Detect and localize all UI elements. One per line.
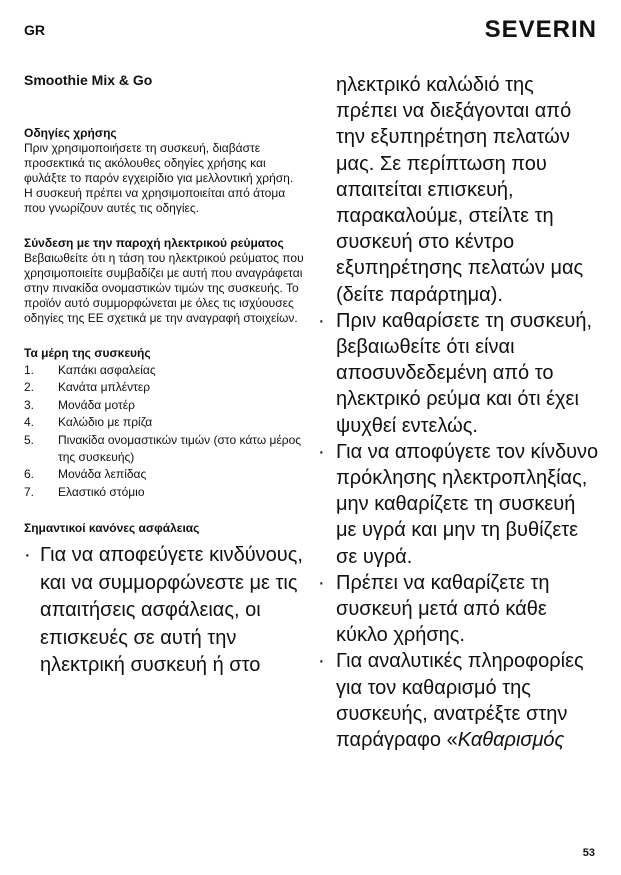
- document-title: Smoothie Mix & Go: [24, 72, 153, 88]
- list-item: [24, 362, 304, 379]
- parts-list: [24, 362, 304, 501]
- part-label: Ελαστικό στόμιο: [58, 484, 145, 499]
- instructions-body: Πριν χρησιμοποιήσετε τη συσκευή, διαβάστε προσεκτικά τις ακόλουθες οδηγίες χρήσης και φυλάξτε το παρόν εγχειρίδιο για μελλοντική χρήση. Η συσκευή πρέπει να χρησιμοποιείται από άτομα που γνωρίζουν αυτές τις οδηγίες.: [24, 141, 294, 215]
- part-number: 1.: [24, 363, 35, 377]
- list-item: [24, 379, 304, 396]
- list-item: · Για να αποφεύγετε κινδύνους, και να συμμορφώνεστε με τις απαιτήσεις ασφάλειας, οι επισκευές σε αυτή την ηλεκτρική συσκευή ή στο: [24, 542, 304, 680]
- parts-section: [24, 346, 304, 501]
- list-item: [24, 484, 304, 501]
- bullet-text: Για αναλυτικές πληροφορίες για τον καθαρισμό της συσκευής, ανατρέξτε στην παράγραφο «: [336, 650, 584, 752]
- page-number: 53: [582, 847, 595, 859]
- part-number: 5.: [24, 432, 35, 447]
- power-body: Βεβαιωθείτε ότι η τάση του ηλεκτρικού ρεύματος που χρησιμοποιείτε συμβαδίζει με αυτή που αναγράφεται στην πινακίδα ονομαστικών τιμών της συσκευής. Το προϊόν αυτό συμμορφώνεται με όλες τις ισχύουσες οδηγίες της ΕΕ σχετικά με την αναγραφή στοιχείων.: [24, 251, 304, 325]
- power-heading: Σύνδεση με την παροχή ηλεκτρικού ρεύματος: [24, 236, 284, 250]
- part-label: Καλώδιο με πρίζα: [58, 415, 153, 430]
- list-item: [24, 466, 304, 483]
- list-item: · Για να αποφύγετε τον κίνδυνο πρόκλησης ηλεκτροπληξίας, μην καθαρίζετε τη συσκευή με υγρά και μην τη βυθίζετε σε υγρά.: [318, 439, 600, 570]
- part-label: Καπάκι ασφαλείας: [58, 363, 156, 377]
- part-number: 6.: [24, 467, 35, 482]
- part-label: Μονάδα μοτέρ: [58, 397, 135, 412]
- part-number: 3.: [24, 397, 35, 412]
- list-item: [24, 414, 304, 431]
- part-label: Κανάτα μπλέντερ: [58, 380, 151, 395]
- list-item: [318, 648, 600, 753]
- safety-section: [24, 521, 304, 680]
- brand-logo: SEVERIN: [484, 16, 597, 43]
- right-column: [318, 72, 600, 753]
- safety-heading: Σημαντικοί κανόνες ασφάλειας: [24, 521, 200, 536]
- power-section: [24, 236, 304, 326]
- language-code: GR: [24, 22, 45, 38]
- part-label: Μονάδα λεπίδας: [58, 467, 147, 482]
- part-label: Πινακίδα ονομαστικών τιμών (στο κάτω μέρος της συσκευής): [58, 432, 302, 465]
- part-number: 7.: [24, 484, 35, 499]
- safety-list-left: [24, 542, 304, 680]
- left-column: [24, 72, 304, 680]
- safety-continuation: ηλεκτρικό καλώδιό της πρέπει να διεξάγονται από την εξυπηρέτηση πελατών μας. Σε περίπτωση που απαιτείται επισκευή, παρακαλούμε, στείλτε τη συσκευή στο κέντρο εξυπηρέτησης πελατών μας (δείτε παράρτημα).: [336, 74, 584, 306]
- part-number: 2.: [24, 380, 35, 395]
- list-item: [24, 432, 304, 467]
- instructions-section: [24, 126, 304, 216]
- instructions-heading: Οδηγίες χρήσης: [24, 126, 117, 140]
- parts-heading: Τα μέρη της συσκευής: [24, 346, 151, 360]
- cleaning-reference: Καθαρισμός: [457, 729, 565, 752]
- list-item: [24, 397, 304, 414]
- list-item: · Πριν καθαρίσετε τη συσκευή, βεβαιωθείτε ότι είναι αποσυνδεδεμένη από το ηλεκτρικό ρεύμα και ότι έχει ψυχθεί εντελώς.: [318, 308, 600, 439]
- part-number: 4.: [24, 415, 35, 430]
- safety-list-right: [318, 308, 600, 753]
- list-item: · Πρέπει να καθαρίζετε τη συσκευή μετά από κάθε κύκλο χρήσης.: [318, 570, 600, 649]
